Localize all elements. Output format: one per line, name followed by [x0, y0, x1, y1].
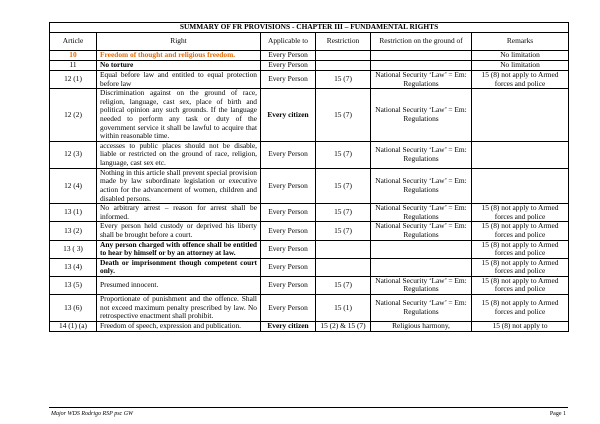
- table-row: [50, 61, 569, 71]
- cell-right: Discrimination against on the ground of race, religion, language, cast sex, place of birth and political opinion any such grounds. If the language needed to perform any task or duty of the government service it shall be lawful to acquire that within reasonable time.: [97, 89, 261, 142]
- cell-remarks: 15 (8) not apply to Armed forces and police: [472, 276, 569, 294]
- cell-restriction-ground: National Security ‘Law’ = Em: Regulations: [371, 222, 472, 240]
- cell-article: 12 (3): [50, 141, 97, 168]
- cell-restriction: 15 (1): [316, 295, 371, 322]
- cell-applicable: Every Person: [261, 276, 316, 294]
- cell-applicable: Every citizen: [261, 322, 316, 332]
- table-row: [50, 51, 569, 61]
- table-row: [50, 168, 569, 203]
- cell-article: 13 (1): [50, 204, 97, 222]
- cell-article: 12 (4): [50, 168, 97, 203]
- cell-right: Death or imprisonment though competent court only.: [97, 258, 261, 276]
- header-applicable: Applicable to: [261, 33, 316, 51]
- cell-remarks: [472, 141, 569, 168]
- cell-article: 11: [50, 61, 97, 71]
- cell-restriction: 15 (7): [316, 141, 371, 168]
- header-right: Right: [97, 33, 261, 51]
- cell-remarks: 15 (8) not apply to Armed forces and police: [472, 295, 569, 322]
- table-row: [50, 240, 569, 258]
- cell-restriction-ground: National Security ‘Law’ = Em: Regulations: [371, 204, 472, 222]
- cell-restriction-ground: National Security ‘Law’ = Em: Regulations: [371, 168, 472, 203]
- cell-right: Freedom of speech, expression and publication.: [97, 322, 261, 332]
- cell-remarks: 15 (8) not apply to Armed forces and police: [472, 71, 569, 89]
- cell-right: Presumed innocent.: [97, 276, 261, 294]
- cell-right: No torture: [97, 61, 261, 71]
- cell-remarks: No limitation: [472, 61, 569, 71]
- cell-remarks: [472, 89, 569, 142]
- cell-article: 14 (1) (a): [50, 322, 97, 332]
- cell-right: Proportionate of punishment and the offence. Shall not exceed maximum penalty prescribed by law. No retrospective enactment shall prohibit.: [97, 295, 261, 322]
- cell-restriction-ground: National Security ‘Law’ = Em: Regulations: [371, 71, 472, 89]
- cell-restriction-ground: [371, 51, 472, 61]
- table-row: [50, 295, 569, 322]
- cell-article: 12 (1): [50, 71, 97, 89]
- cell-remarks: 15 (8) not apply to Armed forces and police: [472, 204, 569, 222]
- cell-restriction: 15 (7): [316, 89, 371, 142]
- page-footer: [49, 407, 568, 417]
- cell-applicable: Every Person: [261, 295, 316, 322]
- cell-remarks: 15 (8) not apply to Armed forces and police: [472, 240, 569, 258]
- table-row: [50, 322, 569, 332]
- table-title: SUMMARY OF FR PROVISIONS - CHAPTER III – FUNDAMENTAL RIGHTS: [50, 23, 569, 33]
- cell-applicable: Every Person: [261, 222, 316, 240]
- cell-applicable: Every citizen: [261, 89, 316, 142]
- table-row: [50, 71, 569, 89]
- header-article: Article: [50, 33, 97, 51]
- cell-restriction-ground: [371, 61, 472, 71]
- cell-article: 13 (2): [50, 222, 97, 240]
- cell-restriction: 15 (7): [316, 168, 371, 203]
- cell-restriction: 15 (7): [316, 204, 371, 222]
- cell-remarks: 15 (8) not apply to Armed forces and police: [472, 258, 569, 276]
- cell-article: 10: [50, 51, 97, 61]
- table-row: [50, 204, 569, 222]
- cell-article: 13 (4): [50, 258, 97, 276]
- cell-restriction: [316, 61, 371, 71]
- table-row: [50, 258, 569, 276]
- cell-right: Freedom of thought and religious freedom.: [97, 51, 261, 61]
- cell-applicable: Every Person: [261, 61, 316, 71]
- cell-article: 13 (5): [50, 276, 97, 294]
- cell-article: 13 ( 3): [50, 240, 97, 258]
- cell-remarks: [472, 168, 569, 203]
- cell-article: 12 (2): [50, 89, 97, 142]
- header-restriction: Restriction: [316, 33, 371, 51]
- cell-restriction-ground: [371, 258, 472, 276]
- cell-right: Any person charged with offence shall be entitled to hear by himself or by an attorney at law.: [97, 240, 261, 258]
- cell-restriction: 15 (7): [316, 276, 371, 294]
- cell-article: 13 (6): [50, 295, 97, 322]
- cell-restriction: [316, 51, 371, 61]
- cell-applicable: Every Person: [261, 51, 316, 61]
- cell-restriction: [316, 240, 371, 258]
- cell-right: No arbitrary arrest – reason for arrest shall be informed.: [97, 204, 261, 222]
- table-row: [50, 276, 569, 294]
- header-restriction-ground: Restriction on the ground of: [371, 33, 472, 51]
- cell-restriction: 15 (7): [316, 222, 371, 240]
- cell-restriction: 15 (2) & 15 (7): [316, 322, 371, 332]
- cell-applicable: Every Person: [261, 240, 316, 258]
- cell-applicable: Every Person: [261, 141, 316, 168]
- table-row: [50, 89, 569, 142]
- cell-applicable: Every Person: [261, 258, 316, 276]
- footer-page-number: Page 1: [549, 411, 566, 417]
- cell-restriction-ground: National Security ‘Law’ = Em: Regulations: [371, 295, 472, 322]
- table-row: [50, 141, 569, 168]
- cell-restriction: 15 (7): [316, 71, 371, 89]
- cell-right: Equal before law and entitled to equal protection before law: [97, 71, 261, 89]
- cell-restriction-ground: [371, 240, 472, 258]
- table-row: [50, 222, 569, 240]
- cell-restriction-ground: National Security ‘Law’ = Em: Regulations: [371, 276, 472, 294]
- cell-restriction-ground: National Security ‘Law’ = Em: Regulations: [371, 141, 472, 168]
- cell-applicable: Every Person: [261, 204, 316, 222]
- cell-applicable: Every Person: [261, 71, 316, 89]
- cell-restriction: [316, 258, 371, 276]
- cell-right: Nothing in this article shall prevent special provision made by law subordinate legislation or executive action for the advancement of women, children and disabled persons.: [97, 168, 261, 203]
- cell-remarks: 15 (8) not apply to: [472, 322, 569, 332]
- cell-remarks: 15 (8) not apply to Armed forces and police: [472, 222, 569, 240]
- cell-right: Every person held custody or deprived his liberty shall be brought before a court.: [97, 222, 261, 240]
- header-remarks: Remarks: [472, 33, 569, 51]
- fr-summary-sheet: [49, 22, 568, 332]
- footer-author: Major WDS Rodrigo RSP psc GW: [51, 411, 134, 417]
- cell-right: accesses to public places should not be disable, liable or restricted on the ground of race, religion, language, cast sex etc.: [97, 141, 261, 168]
- fr-provisions-table: [49, 22, 569, 332]
- cell-restriction-ground: National Security ‘Law’ = Em: Regulations: [371, 89, 472, 142]
- cell-applicable: Every Person: [261, 168, 316, 203]
- cell-remarks: No limitation: [472, 51, 569, 61]
- cell-restriction-ground: Religious harmony,: [371, 322, 472, 332]
